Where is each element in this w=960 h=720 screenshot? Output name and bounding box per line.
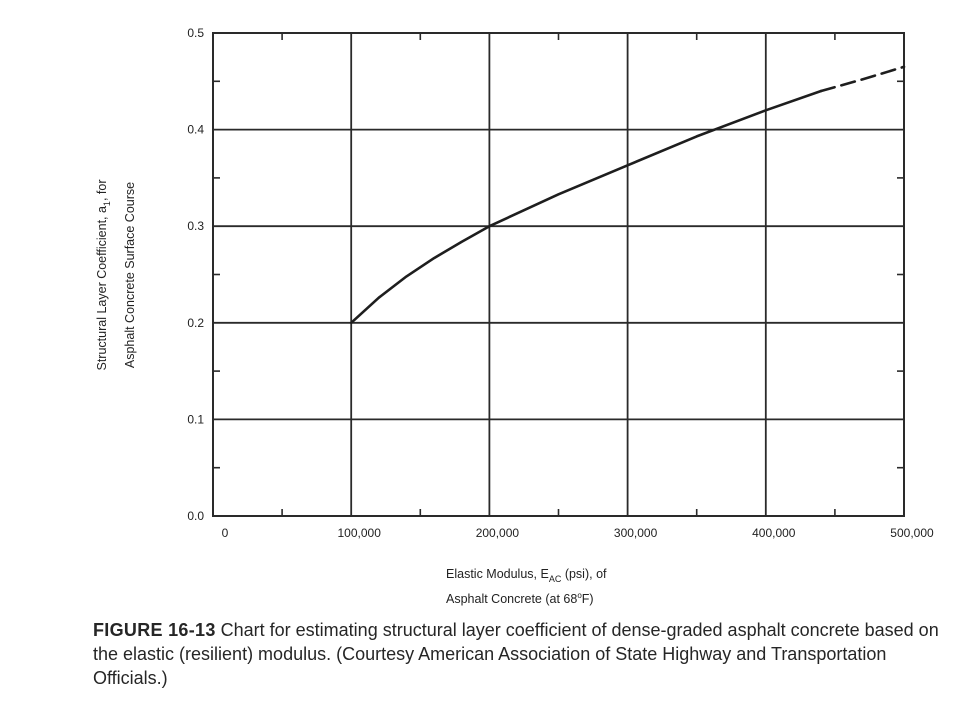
series-line-solid bbox=[351, 91, 821, 323]
series-line-dashed bbox=[821, 67, 904, 91]
y-axis-title-line1: Structural Layer Coefficient, $a_1$, for bbox=[95, 179, 112, 371]
figure-caption bbox=[93, 618, 943, 690]
y-axis-title-line2: Asphalt Concrete Surface Course bbox=[123, 181, 137, 369]
y-tick-label: 0.0 bbox=[187, 509, 204, 523]
x-axis-title-line2: Asphalt Concrete (at 68$^o$F) bbox=[446, 591, 594, 606]
plot-frame bbox=[213, 33, 904, 516]
x-tick-label: 200,000 bbox=[475, 526, 520, 540]
x-tick-label: 300,000 bbox=[613, 526, 658, 540]
minor-ticks bbox=[213, 33, 904, 516]
y-tick-label: 0.5 bbox=[187, 26, 204, 40]
x-axis-title-line1: Elastic Modulus, $E_{AC}$ (psi), of bbox=[446, 567, 607, 584]
y-tick-labels bbox=[187, 26, 204, 523]
y-tick-label: 0.1 bbox=[187, 412, 204, 427]
y-tick-label: 0.3 bbox=[187, 219, 204, 234]
grid bbox=[213, 33, 904, 516]
x-tick-label: 0 bbox=[221, 526, 229, 540]
figure-label: FIGURE 16-13 bbox=[93, 620, 216, 640]
y-tick-label: 0.2 bbox=[187, 315, 204, 330]
x-tick-label: 100,000 bbox=[337, 526, 381, 540]
caption-text: Chart for estimating structural layer coefficient of dense-graded asphalt concrete based on the elastic (resilient) modulus. (Courtesy American Association of State Highway and Transportation Officials.) bbox=[93, 620, 939, 688]
x-tick-label: 500,000 bbox=[890, 526, 934, 540]
x-tick-labels bbox=[222, 526, 934, 540]
y-tick-label: 0.4 bbox=[187, 122, 204, 137]
x-tick-label: 400,000 bbox=[752, 526, 796, 540]
